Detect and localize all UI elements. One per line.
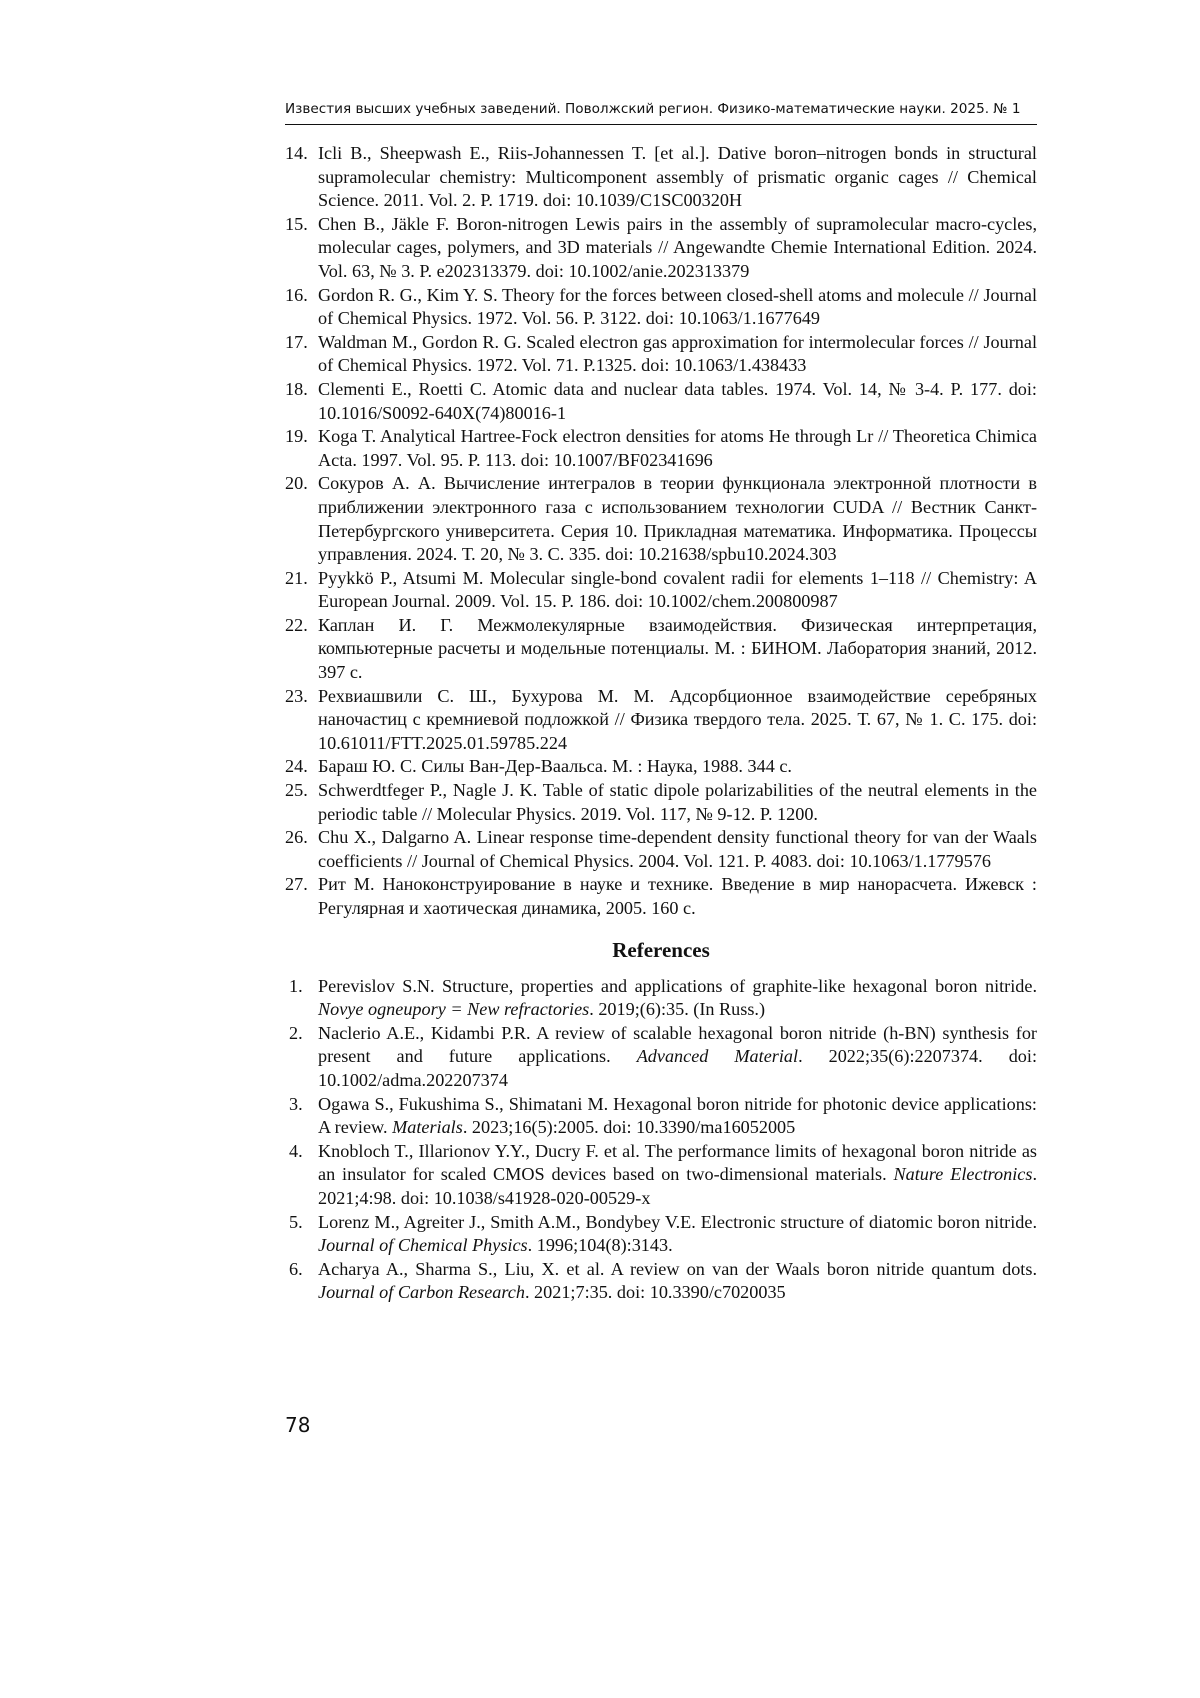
- reference-number: 6.: [289, 1258, 303, 1279]
- reference-text: . 2019;(6):35. (In Russ.): [589, 999, 766, 1020]
- reference-item: [285, 331, 1037, 378]
- reference-text: Koga T. Analytical Hartree-Fock electron densities for atoms He through Lr // Theoretica Chimica Acta. 1997. Vol. 95. P. 113. doi: 10.1007/BF02341696: [318, 426, 1037, 470]
- reference-text: Knobloch T., Illarionov Y.Y., Ducry F. et al. The performance limits of hexagonal boron nitride as an insulator for scaled CMOS devices based on two-dimensional materials.: [318, 1140, 1037, 1185]
- reference-item: [285, 779, 1037, 826]
- reference-text: . 2021;7:35. doi: 10.3390/c7020035: [524, 1282, 786, 1303]
- reference-number: 5.: [289, 1211, 303, 1232]
- reference-number: 18.: [285, 378, 308, 399]
- reference-number: 16.: [285, 284, 308, 305]
- reference-item: [285, 1258, 1037, 1305]
- reference-item: [285, 284, 1037, 331]
- reference-journal-title: Journal of Carbon Research: [318, 1282, 525, 1303]
- reference-text: . 1996;104(8):3143.: [527, 1235, 673, 1256]
- reference-journal-title: Materials: [392, 1117, 463, 1138]
- reference-text: Naclerio A.E., Kidambi P.R. A review of scalable hexagonal boron nitride (h-BN) synthesis for present and future applications.: [318, 1022, 1037, 1067]
- reference-text: . 2021;4:98. doi: 10.1038/s41928-020-00529-x: [318, 1164, 1037, 1208]
- reference-item: [285, 1093, 1037, 1140]
- reference-item: [285, 975, 1037, 1022]
- reference-item: [285, 378, 1037, 425]
- reference-item: [285, 1140, 1037, 1211]
- reference-number: 27.: [285, 874, 308, 895]
- reference-number: 25.: [285, 780, 308, 801]
- reference-number: 14.: [285, 143, 308, 163]
- reference-item: [285, 213, 1037, 284]
- reference-text: Icli B., Sheepwash E., Riis-Johannessen T. [et al.]. Dative boron–nitrogen bonds in structural supramolecular chemistry: Multicomponent assembly of prismatic organic cages // Chemical Science. 2011. Vol. 2. P. 1719. doi: 10.1039/C1SC00320H: [318, 143, 1037, 211]
- reference-text: Chen B., Jäkle F. Boron-nitrogen Lewis pairs in the assembly of supramolecular macro-cycles, molecular cages, polymers, and 3D materials // Angewandte Chemie International Edition. 2024. Vol. 63, № 3. P. e202313379. doi: 10.1002/anie.202313379: [318, 213, 1037, 281]
- running-header: Известия высших учебных заведений. Поволжский регион. Физико-математические науки. 2025. № 1: [285, 101, 1021, 117]
- reference-number: 3.: [289, 1093, 303, 1114]
- reference-number: 17.: [285, 331, 308, 352]
- reference-item: [285, 685, 1037, 756]
- reference-text: Ogawa S., Fukushima S., Shimatani M. Hexagonal boron nitride for photonic device applications: A review.: [318, 1093, 1037, 1138]
- reference-text: Waldman M., Gordon R. G. Scaled electron gas approximation for intermolecular forces // Journal of Chemical Physics. 1972. Vol. 71. P.1325. doi: 10.1063/1.438433: [318, 331, 1037, 376]
- reference-text: Gordon R. G., Kim Y. S. Theory for the forces between closed-shell atoms and molecule // Journal of Chemical Physics. 1972. Vol. 56. P. 3122. doi: 10.1063/1.1677649: [318, 284, 1037, 329]
- reference-number: 19.: [285, 426, 308, 447]
- reference-text: Schwerdtfeger P., Nagle J. K. Table of static dipole polarizabilities of the neutral elements in the periodic table // Molecular Physics. 2019. Vol. 117, № 9-12. P. 1200.: [318, 780, 1037, 824]
- reference-list-english: [285, 975, 1037, 1305]
- reference-number: 26.: [285, 827, 308, 848]
- header-rule: [285, 124, 1037, 125]
- reference-list-russian: [285, 142, 1037, 921]
- reference-journal-title: Journal of Chemical Physics: [318, 1235, 528, 1256]
- reference-text: Lorenz M., Agreiter J., Smith A.M., Bondybey V.E. Electronic structure of diatomic boron nitride.: [318, 1211, 1037, 1232]
- reference-number: 15.: [285, 213, 308, 234]
- reference-item: [285, 472, 1037, 566]
- reference-text: . 2022;35(6):2207374. doi: 10.1002/adma.202207374: [318, 1046, 1038, 1090]
- reference-text: Каплан И. Г. Межмолекулярные взаимодействия. Физическая интерпретация, компьютерные расчеты и модельные потенциалы. М. : БИНОМ. Лаборатория знаний, 2012. 397 с.: [318, 614, 1037, 683]
- reference-text: . 2023;16(5):2005. doi: 10.3390/ma16052005: [462, 1117, 796, 1138]
- reference-journal-title: Nature Electronics: [893, 1164, 1033, 1185]
- reference-text: Clementi E., Roetti C. Atomic data and nuclear data tables. 1974. Vol. 14, № 3-4. P. 177. doi: 10.1016/S0092-640X(74)80016-1: [318, 378, 1037, 423]
- reference-number: 20.: [285, 473, 308, 494]
- reference-text: Сокуров А. А. Вычисление интегралов в теории функционала электронной плотности в приближении электронного газа с использованием технологии CUDA // Вестник Санкт-Петербургского университета. Серия 10. Прикладная математика. Информатика. Процессы управления. 2024. Т. 20, № 3. С. 335. doi: 10.21638/spbu10.2024.303: [318, 473, 1037, 565]
- reference-text: Pyykkö P., Atsumi M. Molecular single-bond covalent radii for elements 1–118 // Chemistry: A European Journal. 2009. Vol. 15. P. 186. doi: 10.1002/chem.200800987: [318, 567, 1037, 612]
- reference-text: Chu X., Dalgarno A. Linear response time-dependent density functional theory for van der Waals coefficients // Journal of Chemical Physics. 2004. Vol. 121. P. 4083. doi: 10.1063/1.1779576: [318, 827, 1037, 871]
- reference-number: 2.: [289, 1022, 303, 1043]
- reference-number: 1.: [289, 975, 303, 996]
- reference-number: 24.: [285, 756, 308, 777]
- page-content: [285, 142, 1037, 1305]
- reference-item: [285, 614, 1037, 685]
- reference-text: Рехвиашвили С. Ш., Бухурова М. М. Адсорбционное взаимодействие серебряных наночастиц с кремниевой подложкой // Физика твердого тела. 2025. Т. 67, № 1. С. 175. doi: 10.61011/FTT.2025.01.59785.224: [318, 685, 1037, 753]
- page-number: 78: [285, 1413, 311, 1437]
- reference-text: Perevislov S.N. Structure, properties and applications of graphite-like hexagonal boron nitride.: [318, 975, 1037, 996]
- reference-item: [285, 425, 1037, 472]
- reference-text: Бараш Ю. С. Силы Ван-Дер-Ваальса. М. : Наука, 1988. 344 с.: [318, 756, 792, 777]
- reference-journal-title: Novye ogneupory = New refractories: [318, 999, 590, 1020]
- reference-number: 23.: [285, 685, 308, 706]
- reference-item: [285, 142, 1037, 213]
- reference-item: [285, 755, 1037, 779]
- reference-number: 22.: [285, 614, 308, 635]
- reference-item: [285, 1211, 1037, 1258]
- references-heading: References: [612, 937, 710, 962]
- reference-number: 4.: [289, 1140, 303, 1161]
- reference-item: [285, 873, 1037, 920]
- reference-item: [285, 567, 1037, 614]
- reference-text: Acharya A., Sharma S., Liu, X. et al. A review on van der Waals boron nitride quantum dots.: [318, 1258, 1037, 1279]
- reference-item: [285, 826, 1037, 873]
- reference-item: [285, 1022, 1037, 1093]
- reference-number: 21.: [285, 567, 308, 588]
- reference-journal-title: Advanced Material: [636, 1046, 799, 1067]
- reference-text: Рит М. Наноконструирование в науке и технике. Введение в мир нанорасчета. Ижевск : Регулярная и хаотическая динамика, 2005. 160 с.: [318, 874, 1037, 918]
